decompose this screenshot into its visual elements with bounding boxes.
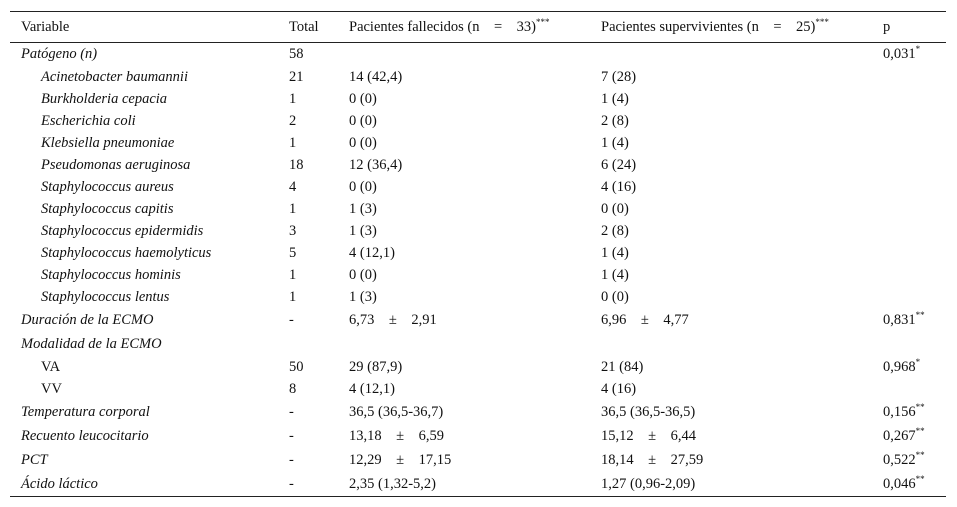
cell-total-text: 2 [289,113,297,129]
cell-fallecidos-text: 36,5 (36,5-36,7) [349,404,444,420]
cell-total [289,221,349,243]
cell-total [289,67,349,89]
header-row [10,12,946,43]
cell-total [289,243,349,265]
cell-fallecidos-text: 4 (12,1) [349,381,395,397]
cell-fallecidos [349,89,601,111]
header-fallecidos [349,12,601,43]
cell-fallecidos-text: 13,18 ± 6,59 [349,428,444,444]
cell-supervivientes [601,425,883,449]
cell-p [883,379,946,401]
cell-fallecidos-text: 4 (12,1) [349,245,395,261]
cell-supervivientes-text: 1,27 (0,96-2,09) [601,475,696,492]
p-footnote-marker: ** [915,310,925,320]
cell-variable [10,379,289,401]
cell-total-text: 50 [289,359,304,375]
cell-variable [10,473,289,497]
cell-supervivientes [601,67,883,89]
cell-supervivientes [601,401,883,425]
table-row [10,357,946,379]
cell-fallecidos [349,265,601,287]
cell-variable [10,133,289,155]
cell-supervivientes [601,177,883,199]
cell-fallecidos [349,221,601,243]
cell-fallecidos [349,425,601,449]
table-row [10,425,946,449]
cell-total-text: 1 [289,267,297,283]
cell-variable-text: Patógeno (n) [21,46,98,63]
cell-total [289,357,349,379]
table-row [10,333,946,357]
cell-fallecidos [349,333,601,357]
cell-supervivientes [601,473,883,497]
cell-total-text: 5 [289,245,297,261]
cell-total [289,177,349,199]
table-row [10,177,946,199]
cell-variable-text: VA [41,359,61,375]
cell-fallecidos [349,67,601,89]
cell-supervivientes [601,333,883,357]
cell-fallecidos [349,379,601,401]
header-supervivientes-footnote: *** [815,16,829,27]
cell-supervivientes-text: 1 (4) [601,135,629,151]
cell-total [289,43,349,67]
cell-supervivientes-text: 4 (16) [601,179,637,195]
cell-variable [10,199,289,221]
cell-p [883,473,946,497]
cell-p [883,449,946,473]
cell-fallecidos [349,309,601,333]
cell-p [883,89,946,111]
cell-total [289,89,349,111]
cell-variable [10,89,289,111]
cell-supervivientes-text: 4 (16) [601,381,637,397]
cell-p [883,43,946,67]
cell-variable-text: Burkholderia cepacia [41,91,168,107]
cell-fallecidos-text: 0 (0) [349,179,377,195]
cell-total-text: - [289,475,294,492]
table-row [10,89,946,111]
cell-fallecidos-text: 29 (87,9) [349,359,403,375]
p-footnote-marker: * [915,44,921,55]
cell-total [289,333,349,357]
cell-total [289,449,349,473]
cell-fallecidos-text: 12,29 ± 17,15 [349,452,452,468]
cell-supervivientes [601,243,883,265]
cell-variable-text: Klebsiella pneumoniae [41,135,175,151]
cell-fallecidos [349,287,601,309]
cell-variable-text: Staphylococcus aureus [41,179,174,195]
cell-fallecidos-text: 2,35 (1,32-5,2) [349,475,436,492]
cell-supervivientes [601,199,883,221]
cell-fallecidos [349,449,601,473]
cell-fallecidos [349,155,601,177]
cell-variable-text: Modalidad de la ECMO [21,336,162,352]
cell-p [883,287,946,309]
cell-total [289,111,349,133]
cell-fallecidos-text: 0 (0) [349,113,377,129]
cell-total-text: 3 [289,223,297,239]
cell-variable-text: Staphylococcus lentus [41,289,170,305]
cell-p [883,221,946,243]
cell-fallecidos-text: 0 (0) [349,135,377,151]
table-row [10,379,946,401]
cell-supervivientes-text: 6,96 ± 4,77 [601,312,689,328]
p-footnote-marker: ** [915,473,925,484]
cell-supervivientes [601,357,883,379]
header-supervivientes-label: Pacientes supervivientes (n = 25) [601,18,816,35]
results-table [10,11,946,497]
cell-variable [10,177,289,199]
cell-p-text: 0,522 [883,452,916,468]
cell-total-text: 1 [289,289,297,305]
cell-variable [10,67,289,89]
cell-variable-text: Escherichia coli [41,113,136,129]
p-footnote-marker: ** [915,426,925,436]
cell-fallecidos-text: 1 (3) [349,201,377,217]
cell-supervivientes-text: 2 (8) [601,223,629,239]
cell-variable-text: Staphylococcus haemolyticus [41,245,212,261]
cell-total [289,133,349,155]
cell-p [883,309,946,333]
cell-total-text: - [289,452,294,468]
cell-fallecidos [349,473,601,497]
cell-variable [10,357,289,379]
cell-total-text: 1 [289,201,297,217]
cell-supervivientes-text: 1 (4) [601,267,629,283]
cell-fallecidos-text: 1 (3) [349,289,377,305]
cell-p-text: 0,968 [883,359,916,375]
cell-p [883,155,946,177]
table-row [10,449,946,473]
cell-variable [10,287,289,309]
cell-supervivientes-text: 0 (0) [601,201,629,217]
cell-total-text: 4 [289,179,297,195]
table-row [10,309,946,333]
header-variable: Variable [10,12,289,43]
cell-total [289,287,349,309]
table-row [10,221,946,243]
cell-total [289,309,349,333]
cell-variable-text: Acinetobacter baumannii [41,69,188,85]
cell-fallecidos [349,177,601,199]
cell-p-text: 0,156 [883,404,916,420]
cell-p [883,357,946,379]
cell-p [883,199,946,221]
cell-fallecidos-text: 12 (36,4) [349,157,403,173]
table-row [10,43,946,67]
cell-variable-text: Recuento leucocitario [21,428,149,444]
table-row [10,401,946,425]
cell-p [883,111,946,133]
cell-supervivientes [601,43,883,67]
table-row [10,243,946,265]
table-body [10,43,946,497]
cell-supervivientes-text: 36,5 (36,5-36,5) [601,404,696,420]
cell-p [883,401,946,425]
p-footnote-marker: ** [915,450,925,460]
cell-supervivientes [601,265,883,287]
cell-supervivientes [601,379,883,401]
cell-total [289,155,349,177]
header-fallecidos-footnote: *** [535,16,550,27]
cell-variable-text: VV [41,381,62,397]
cell-total-text: 1 [289,91,297,107]
cell-supervivientes-text: 1 (4) [601,91,629,107]
cell-total-text: 1 [289,135,297,151]
cell-total [289,425,349,449]
cell-fallecidos [349,357,601,379]
cell-p [883,333,946,357]
cell-variable-text: Ácido láctico [21,475,98,492]
cell-p [883,133,946,155]
cell-variable [10,111,289,133]
table-row [10,473,946,497]
cell-total-text: - [289,428,294,444]
cell-supervivientes [601,155,883,177]
cell-supervivientes [601,89,883,111]
cell-supervivientes [601,111,883,133]
cell-total [289,379,349,401]
cell-variable-text: Pseudomonas aeruginosa [41,157,191,173]
cell-total [289,473,349,497]
table-row [10,199,946,221]
cell-p-text: 0,267 [883,428,916,444]
cell-variable-text: Staphylococcus epidermidis [41,223,204,239]
cell-supervivientes [601,449,883,473]
cell-p [883,243,946,265]
cell-supervivientes-text: 0 (0) [601,289,629,305]
cell-variable [10,155,289,177]
cell-fallecidos [349,401,601,425]
cell-supervivientes-text: 2 (8) [601,113,629,129]
cell-fallecidos [349,243,601,265]
cell-fallecidos-text: 0 (0) [349,267,377,283]
cell-p [883,67,946,89]
cell-total-text: 58 [289,46,304,63]
cell-supervivientes [601,221,883,243]
cell-variable-text: Temperatura corporal [21,404,150,420]
cell-fallecidos [349,133,601,155]
cell-supervivientes-text: 7 (28) [601,69,637,85]
cell-total-text: 8 [289,381,297,397]
cell-supervivientes-text: 18,14 ± 27,59 [601,452,704,468]
header-fallecidos-label: Pacientes fallecidos (n = 33) [349,18,536,35]
cell-supervivientes-text: 1 (4) [601,245,629,261]
cell-variable [10,401,289,425]
cell-total [289,265,349,287]
cell-variable [10,243,289,265]
cell-p-text: 0,046 [883,475,916,492]
cell-variable [10,265,289,287]
cell-p-text: 0,031 [883,46,916,63]
cell-variable [10,425,289,449]
cell-fallecidos [349,43,601,67]
cell-supervivientes [601,287,883,309]
table-row [10,265,946,287]
cell-supervivientes [601,133,883,155]
cell-total [289,199,349,221]
cell-total-text: 18 [289,157,304,173]
table-row [10,111,946,133]
header-p: p [883,12,946,43]
cell-variable [10,449,289,473]
cell-variable-text: Staphylococcus hominis [41,267,181,283]
table-row [10,133,946,155]
cell-p [883,425,946,449]
cell-fallecidos [349,199,601,221]
cell-fallecidos-text: 0 (0) [349,91,377,107]
header-total: Total [289,12,349,43]
cell-variable [10,221,289,243]
table-row [10,155,946,177]
p-footnote-marker: ** [915,402,925,412]
cell-total-text: - [289,312,294,328]
cell-variable-text: Staphylococcus capitis [41,201,174,217]
cell-fallecidos-text: 14 (42,4) [349,69,403,85]
cell-total-text: - [289,404,294,420]
cell-variable [10,309,289,333]
cell-fallecidos-text: 1 (3) [349,223,377,239]
header-supervivientes [601,12,883,43]
cell-fallecidos [349,111,601,133]
table-header [10,12,946,43]
p-footnote-marker: * [915,357,921,367]
cell-variable [10,43,289,67]
cell-variable-text: PCT [21,452,48,468]
cell-supervivientes [601,309,883,333]
cell-fallecidos-text: 6,73 ± 2,91 [349,312,437,328]
cell-variable-text: Duración de la ECMO [21,312,154,328]
cell-supervivientes-text: 15,12 ± 6,44 [601,428,696,444]
cell-total-text: 21 [289,69,304,85]
cell-p [883,177,946,199]
cell-variable [10,333,289,357]
cell-p [883,265,946,287]
cell-supervivientes-text: 6 (24) [601,157,637,173]
cell-total [289,401,349,425]
table-row [10,287,946,309]
table-row [10,67,946,89]
cell-p-text: 0,831 [883,312,916,328]
cell-supervivientes-text: 21 (84) [601,359,644,375]
